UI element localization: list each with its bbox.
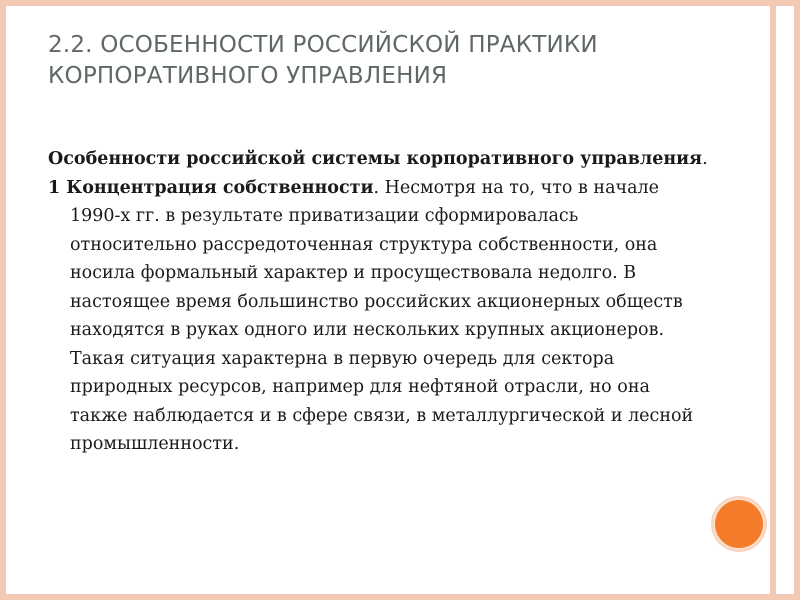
point-paragraph <box>48 174 708 459</box>
slide-title <box>48 30 748 92</box>
point-number: 1 <box>48 177 67 198</box>
frame-top <box>0 0 800 6</box>
point-text: . Несмотря на то, что в начале 1990-х гг. в результате приватизации сформировалась относительно рассредоточенная структура собственности, она носила формальный характер и просуществовала недолго. В настоящее время большинство российских акционерных обществ находятся в руках одного или нескольких крупных акционеров. Такая ситуация характерна в первую очередь для сектора природных ресурсов, например для нефтяной отрасли, но она также наблюдается и в сфере связи, в металлургической и лесной промышленности. <box>70 177 694 454</box>
slide-title-line-2: КОРПОРАТИВНОГО УПРАВЛЕНИЯ <box>48 63 448 89</box>
intro-paragraph <box>48 145 708 174</box>
frame-right-line <box>770 0 776 600</box>
frame-left <box>0 0 6 600</box>
point-heading: Концентрация собственности <box>66 177 374 198</box>
slide-title-line-1: 2.2. ОСОБЕННОСТИ РОССИЙСКОЙ ПРАКТИКИ <box>48 32 598 58</box>
slide-body <box>48 145 708 459</box>
frame-bottom <box>0 594 800 600</box>
frame-right-outer <box>794 0 800 600</box>
intro-heading: Особенности российской системы корпоративного управления <box>48 149 703 169</box>
intro-end: . <box>702 149 708 169</box>
decorative-circle <box>713 498 765 550</box>
